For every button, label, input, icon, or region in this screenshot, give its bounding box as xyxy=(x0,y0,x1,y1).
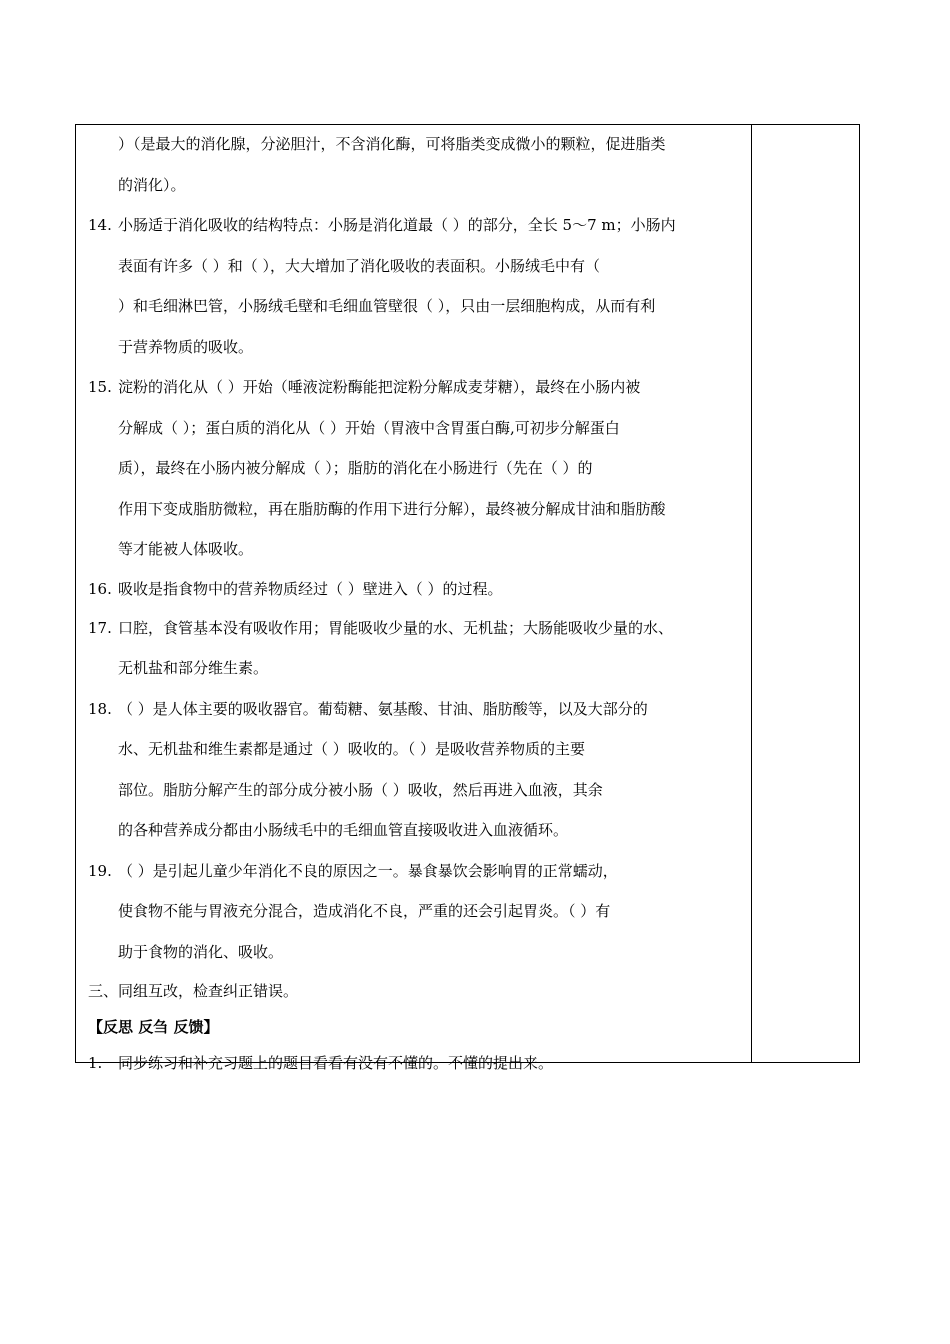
question-19 xyxy=(88,851,743,973)
reflection-item xyxy=(88,1044,743,1082)
question-line: 小肠适于消化吸收的结构特点：小肠是消化道最（ ）的部分，全长 5～7 m；小肠内 xyxy=(118,216,676,234)
exercise-content xyxy=(88,125,743,1082)
question-line: 部位。脂肪分解产生的部分成分被小肠（ ）吸收，然后再进入血液，其余 xyxy=(118,780,603,799)
question-line: 使食物不能与胃液充分混合，造成消化不良，严重的还会引起胃炎。（ ）有 xyxy=(118,902,611,920)
question-17 xyxy=(88,608,743,689)
question-line: 表面有许多（ ）和（ ），大大增加了消化吸收的表面积。小肠绒毛中有（ xyxy=(118,256,601,275)
question-15 xyxy=(88,367,743,570)
question-line: 等才能被人体吸收。 xyxy=(118,540,254,558)
question-line: 水、无机盐和维生素都是通过（ ）吸收的。（ ）是吸收营养物质的主要 xyxy=(118,740,586,758)
question-number: 19. xyxy=(88,861,112,880)
question-number: 18. xyxy=(88,699,112,718)
reflection-text: 同步练习和补充习题上的题目看看有没有不懂的。不懂的提出来。 xyxy=(118,1054,554,1072)
question-number: 17. xyxy=(88,618,112,637)
question-line: ）和毛细淋巴管，小肠绒毛壁和毛细血管壁很（ ），只由一层细胞构成，从而有利 xyxy=(118,297,656,315)
question-line: 于营养物质的吸收。 xyxy=(118,337,254,356)
question-line: 吸收是指食物中的营养物质经过（ ）壁进入（ ）的过程。 xyxy=(118,579,503,598)
notes-column-divider xyxy=(751,125,752,1062)
question-line: 质），最终在小肠内被分解成（ ）；脂肪的消化在小肠进行（先在（ ）的 xyxy=(118,459,593,477)
question-line: 作用下变成脂肪微粒，再在脂肪酶的作用下进行分解），最终被分解成甘油和脂肪酸 xyxy=(118,499,666,518)
question-number: 16. xyxy=(88,579,112,598)
question-line: 口腔，食管基本没有吸收作用；胃能吸收少量的水、无机盐；大肠能吸收少量的水、 xyxy=(118,618,674,637)
reflection-heading: 【反思 反刍 反馈】 xyxy=(88,1018,219,1036)
question-line: 无机盐和部分维生素。 xyxy=(118,659,269,677)
question-line: 淀粉的消化从（ ）开始（唾液淀粉酶能把淀粉分解成麦芽糖），最终在小肠内被 xyxy=(118,378,641,396)
question-14 xyxy=(88,205,743,367)
intro-line: 的消化）。 xyxy=(118,175,186,194)
section-three-heading: 三、同组互改，检查纠正错误。 xyxy=(88,982,299,1000)
question-line: 的各种营养成分都由小肠绒毛中的毛细血管直接吸收进入血液循环。 xyxy=(118,821,569,839)
document-table xyxy=(75,124,860,1072)
intro-line: ）（是最大的消化腺，分泌胆汁，不含消化酶，可将脂类变成微小的颗粒，促进脂类 xyxy=(118,135,666,153)
question-number: 14. xyxy=(88,216,112,234)
question-number: 15. xyxy=(88,378,112,396)
question-16 xyxy=(88,570,743,608)
question-line: 分解成（ ）；蛋白质的消化从（ ）开始（胃液中含胃蛋白酶,可初步分解蛋白 xyxy=(118,418,620,437)
question-line: （ ）是引起儿童少年消化不良的原因之一。暴食暴饮会影响胃的正常蠕动， xyxy=(118,861,618,880)
question-18 xyxy=(88,689,743,851)
question-line: （ ）是人体主要的吸收器官。葡萄糖、氨基酸、甘油、脂肪酸等，以及大部分的 xyxy=(118,699,648,718)
reflection-number: 1. xyxy=(88,1054,103,1072)
question-line: 助于食物的消化、吸收。 xyxy=(118,942,284,961)
intro-continuation xyxy=(88,124,743,205)
